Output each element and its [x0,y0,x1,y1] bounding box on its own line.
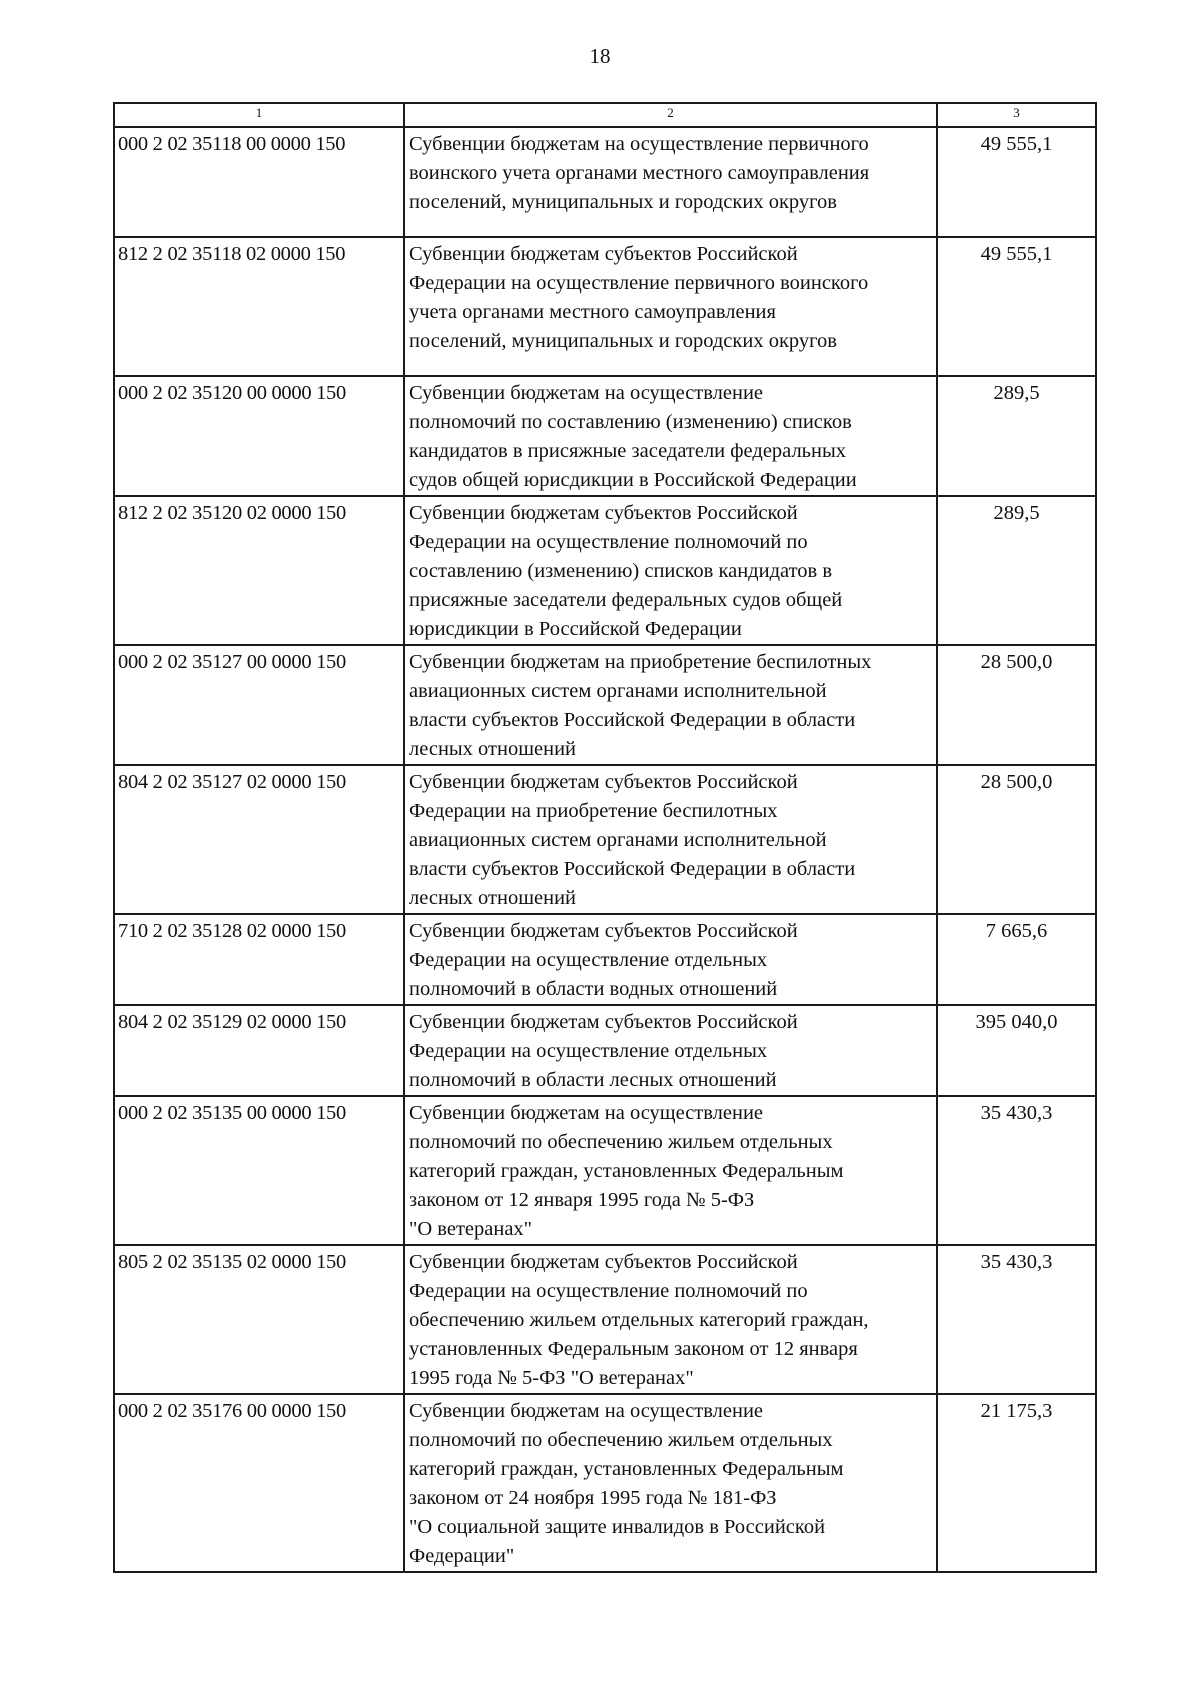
budget-table [113,102,1097,1573]
budget-code: 812 2 02 35118 02 0000 150 [114,237,404,376]
table-row [114,645,1096,765]
income-description: Субвенции бюджетам субъектов Российской Федерации на осуществление отдельных полномочий в области водных отношений [404,914,937,1005]
amount-value: 395 040,0 [937,1005,1096,1096]
amount-value: 49 555,1 [937,237,1096,376]
budget-code: 000 2 02 35127 00 0000 150 [114,645,404,765]
income-description: Субвенции бюджетам субъектов Российской Федерации на осуществление полномочий по обеспечению жильем отдельных категорий граждан, установленных Федеральным законом от 12 января 1995 года № 5-ФЗ "О ветеранах" [404,1245,937,1394]
amount-value: 21 175,3 [937,1394,1096,1572]
table-row [114,127,1096,237]
column-header-1: 1 [114,103,404,127]
table-header-row [114,103,1096,127]
amount-value: 35 430,3 [937,1245,1096,1394]
amount-value: 289,5 [937,376,1096,496]
amount-value: 49 555,1 [937,127,1096,237]
income-description: Субвенции бюджетам субъектов Российской Федерации на осуществление первичного воинского учета органами местного самоуправления поселений, муниципальных и городских округов [404,237,937,376]
amount-value: 289,5 [937,496,1096,645]
column-header-2: 2 [404,103,937,127]
budget-code: 812 2 02 35120 02 0000 150 [114,496,404,645]
amount-value: 7 665,6 [937,914,1096,1005]
income-description: Субвенции бюджетам на осуществление полномочий по обеспечению жильем отдельных категорий граждан, установленных Федеральным законом от 12 января 1995 года № 5-ФЗ "О ветеранах" [404,1096,937,1245]
amount-value: 28 500,0 [937,645,1096,765]
table-row [114,376,1096,496]
table-row [114,496,1096,645]
budget-code: 710 2 02 35128 02 0000 150 [114,914,404,1005]
page-number: 18 [589,44,611,68]
income-description: Субвенции бюджетам субъектов Российской Федерации на осуществление отдельных полномочий в области лесных отношений [404,1005,937,1096]
table-row [114,1245,1096,1394]
column-header-3: 3 [937,103,1096,127]
amount-value: 35 430,3 [937,1096,1096,1245]
budget-code: 805 2 02 35135 02 0000 150 [114,1245,404,1394]
table-row [114,1096,1096,1245]
income-description: Субвенции бюджетам субъектов Российской Федерации на приобретение беспилотных авиационных систем органами исполнительной власти субъектов Российской Федерации в области лесных отношений [404,765,937,914]
table-row [114,1394,1096,1572]
income-description: Субвенции бюджетам субъектов Российской Федерации на осуществление полномочий по составлению (изменению) списков кандидатов в присяжные заседатели федеральных судов общей юрисдикции в Российской Федерации [404,496,937,645]
budget-code: 804 2 02 35129 02 0000 150 [114,1005,404,1096]
budget-code: 804 2 02 35127 02 0000 150 [114,765,404,914]
table-row [114,1005,1096,1096]
amount-value: 28 500,0 [937,765,1096,914]
budget-code: 000 2 02 35176 00 0000 150 [114,1394,404,1572]
budget-code: 000 2 02 35135 00 0000 150 [114,1096,404,1245]
income-description: Субвенции бюджетам на осуществление полномочий по составлению (изменению) списков кандидатов в присяжные заседатели федеральных судов общей юрисдикции в Российской Федерации [404,376,937,496]
budget-code: 000 2 02 35120 00 0000 150 [114,376,404,496]
income-description: Субвенции бюджетам на приобретение беспилотных авиационных систем органами исполнительной власти субъектов Российской Федерации в области лесных отношений [404,645,937,765]
table-row [114,237,1096,376]
budget-code: 000 2 02 35118 00 0000 150 [114,127,404,237]
table-row [114,914,1096,1005]
table-row [114,765,1096,914]
income-description: Субвенции бюджетам на осуществление первичного воинского учета органами местного самоуправления поселений, муниципальных и городских округов [404,127,937,237]
income-description: Субвенции бюджетам на осуществление полномочий по обеспечению жильем отдельных категорий граждан, установленных Федеральным законом от 24 ноября 1995 года № 181-ФЗ "О социальной защите инвалидов в Российской Федерации" [404,1394,937,1572]
